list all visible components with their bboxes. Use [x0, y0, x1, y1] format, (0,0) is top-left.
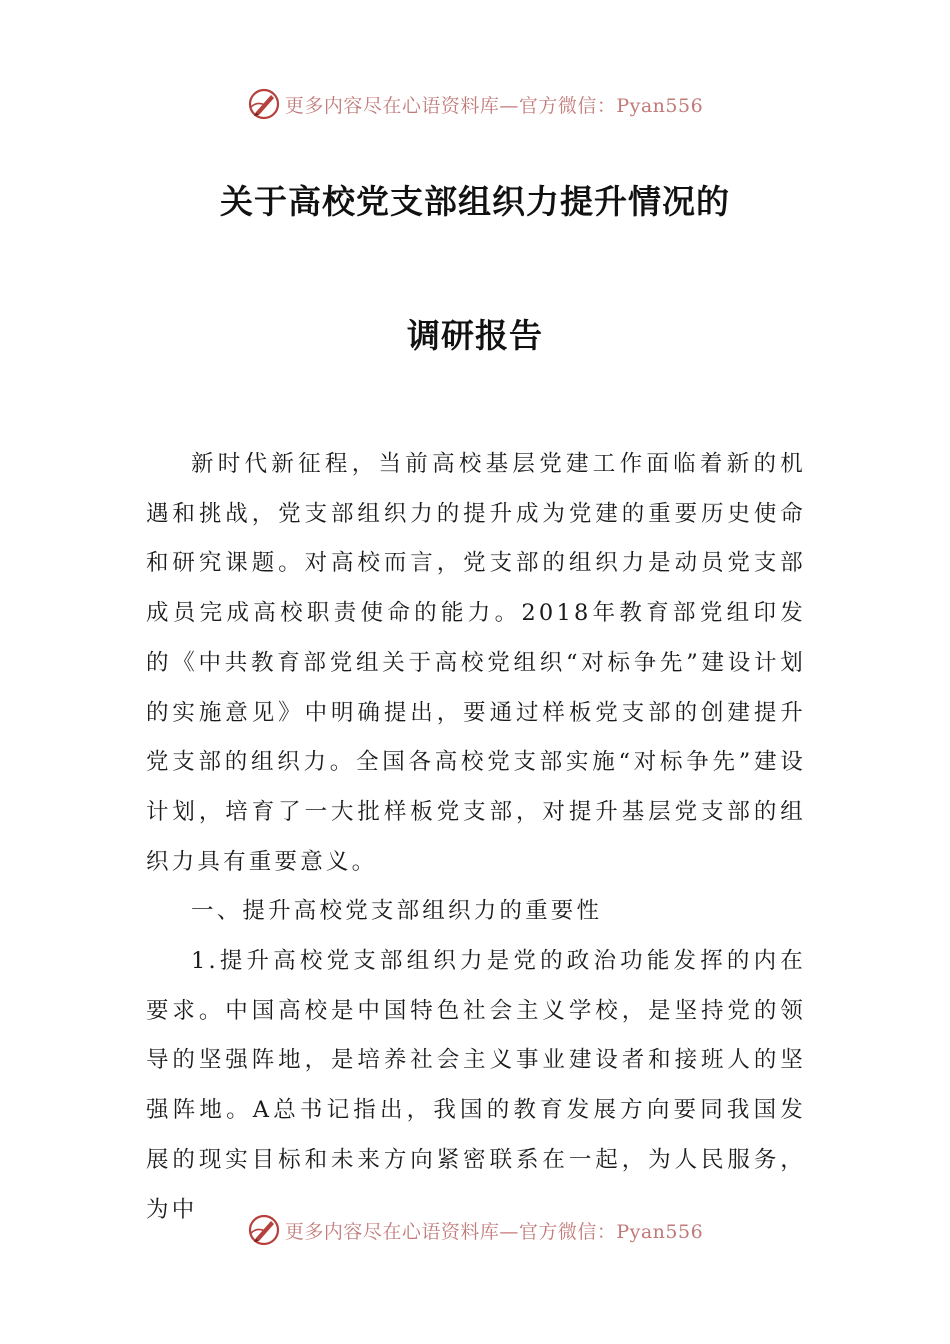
watermark-banner-bottom	[0, 1210, 950, 1250]
document-body	[146, 440, 806, 1235]
document-title-line1: 关于高校党支部组织力提升情况的	[220, 182, 730, 221]
body-paragraph-1: 1.提升高校党支部组织力是党的政治功能发挥的内在要求。中国高校是中国特色社会主义学校，是坚持党的领导的坚强阵地，是培养社会主义事业建设者和接班人的坚强阵地。A总书记指出，我国的教育发展方向要同我国发展的现实目标和未来方向紧密联系在一起，为人民服务，为中	[146, 948, 806, 1223]
watermark-text: 更多内容尽在心语资料库—官方微信：Pyan556	[284, 94, 704, 117]
body-paragraph-intro: 新时代新征程，当前高校基层党建工作面临着新的机遇和挑战，党支部组织力的提升成为党建的重要历史使命和研究课题。对高校而言，党支部的组织力是动员党支部成员完成高校职责使命的能力。2018年教育部党组印发的《中共教育部党组关于高校党组织“对标争先”建设计划的实施意见》中明确提出，要通过样板党支部的创建提升党支部的组织力。全国各高校党支部实施“对标争先”建设计划，培育了一大批样板党支部，对提升基层党支部的组织力具有重要意义。	[146, 451, 806, 875]
watermark-text: 更多内容尽在心语资料库—官方微信：Pyan556	[284, 1220, 704, 1243]
document-title-line2: 调研报告	[407, 316, 543, 355]
pen-circle-logo-icon	[247, 1213, 281, 1247]
section-heading-1: 一、提升高校党支部组织力的重要性	[191, 898, 603, 925]
pen-circle-logo-icon	[247, 87, 281, 121]
watermark-banner-top	[0, 84, 950, 124]
